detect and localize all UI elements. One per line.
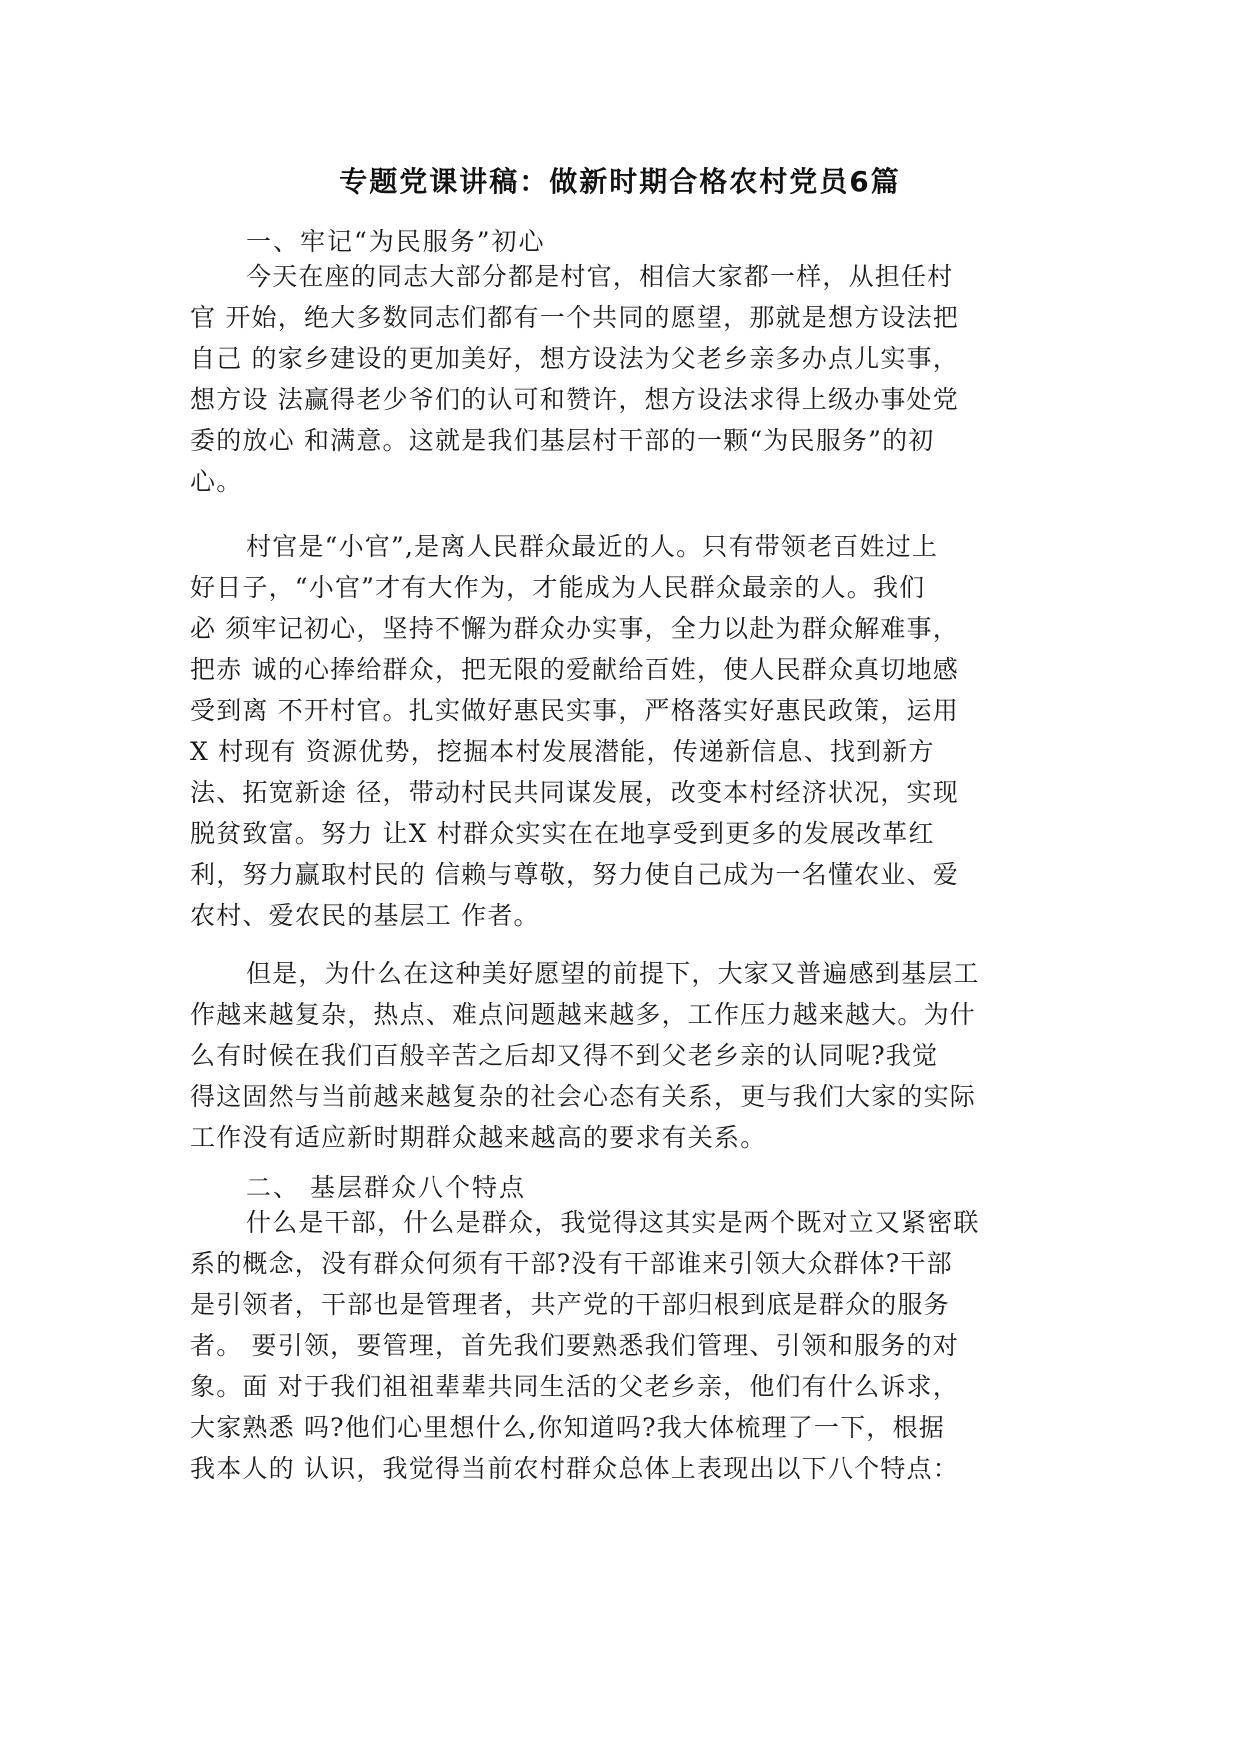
paragraph-line: 但是，为什么在这种美好愿望的前提下，大家又普遍感到基层工 xyxy=(246,959,980,988)
paragraph-line: 委的放心 和满意。这就是我们基层村干部的一颗“为民服务”的初 xyxy=(190,426,935,455)
paragraph-line: 是引领者，干部也是管理者，共产党的干部归根到底是群众的服务 xyxy=(190,1290,950,1319)
paragraph-line: 脱贫致富。努力 让X 村群众实实在在地享受到更多的发展改革红 xyxy=(190,819,935,848)
paragraph-line: 么有时候在我们百般辛苦之后却又得不到父老乡亲的认同呢?我觉 xyxy=(190,1041,939,1070)
paragraph-line: 必 须牢记初心，坚持不懈为群众办实事，全力以赴为群众解难事， xyxy=(190,614,959,643)
paragraph-line: 自己 的家乡建设的更加美好，想方设法为父老乡亲多办点儿实事， xyxy=(190,344,959,373)
paragraph-line: 受到离 不开村官。扎实做好惠民实事，严格落实好惠民政策，运用 xyxy=(190,696,959,725)
paragraph-line: 利，努力赢取村民的 信赖与尊敬，努力使自己成为一名懂农业、爱 xyxy=(190,860,959,889)
document-title: 专题党课讲稿：做新时期合格农村党员6篇 xyxy=(339,165,901,198)
paragraph-line: 得这固然与当前越来越复杂的社会心态有关系，更与我们大家的实际 xyxy=(190,1082,977,1111)
paragraph-line: 大家熟悉 吗?他们心里想什么,你知道吗?我大体梳理了一下，根据 xyxy=(190,1413,945,1442)
paragraph-line: 法、拓宽新途 径，带动村民共同谋发展，改变本村经济状况，实现 xyxy=(190,778,959,807)
paragraph-2 xyxy=(190,526,1060,936)
paragraph-4 xyxy=(190,1202,1060,1489)
paragraph-line: 村官是“小官”,是离人民群众最近的人。只有带领老百姓过上 xyxy=(246,532,939,561)
paragraph-line: 农村、爱农民的基层工 作者。 xyxy=(190,901,540,930)
section-heading-1: 一、牢记“为民服务”初心 xyxy=(246,227,546,256)
paragraph-line: 我本人的 认识，我觉得当前农村群众总体上表现出以下八个特点： xyxy=(190,1454,959,1483)
paragraph-line: 什么是干部，什么是群众，我觉得这其实是两个既对立又紧密联 xyxy=(246,1208,980,1237)
paragraph-line: 把赤 诚的心捧给群众，把无限的爱献给百姓，使人民群众真切地感 xyxy=(190,655,959,684)
paragraph-line: 者。 要引领，要管理，首先我们要熟悉我们管理、引领和服务的对 xyxy=(190,1331,959,1360)
paragraph-3 xyxy=(190,953,1060,1158)
paragraph-line: 象。面 对于我们祖祖辈辈共同生活的父老乡亲，他们有什么诉求， xyxy=(190,1372,959,1401)
paragraph-line: 工作没有适应新时期群众越来越高的要求有关系。 xyxy=(190,1123,767,1152)
paragraph-line: 心。 xyxy=(190,467,243,496)
paragraph-line: 作越来越复杂，热点、难点问题越来越多，工作压力越来越大。为什 xyxy=(190,1000,977,1029)
paragraph-line: 好日子，“小官”才有大作为，才能成为人民群众最亲的人。我们 xyxy=(190,573,926,602)
paragraph-1 xyxy=(190,256,1060,502)
paragraph-line: 今天在座的同志大部分都是村官，相信大家都一样，从担任村 xyxy=(246,262,954,291)
paragraph-line: 想方设 法赢得老少爷们的认可和赞许，想方设法求得上级办事处党 xyxy=(190,385,959,414)
paragraph-line: 官 开始，绝大多数同志们都有一个共同的愿望，那就是想方设法把 xyxy=(190,303,959,332)
paragraph-line: 系的概念，没有群众何须有干部?没有干部谁来引领大众群体?干部 xyxy=(190,1249,953,1278)
section-heading-2: 二、 基层群众八个特点 xyxy=(246,1173,526,1202)
paragraph-line: X 村现有 资源优势，挖掘本村发展潜能，传递新信息、找到新方 xyxy=(190,737,935,766)
